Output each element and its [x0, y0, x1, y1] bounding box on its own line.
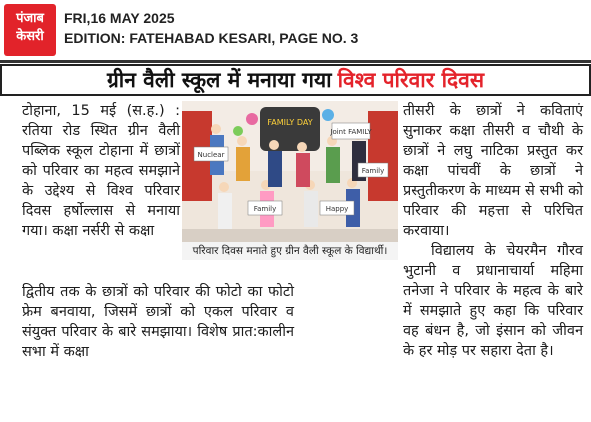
newspaper-logo: [4, 4, 56, 56]
sign-5: Family: [361, 167, 385, 175]
article-column-bottom: [22, 282, 294, 362]
article-paragraph-4: विद्यालय के चेयरमैन गौरव भुटानी व प्रधानाचार्या महिमा तनेजा ने परिवार के महत्व के बारे में समझाते हुए कहा कि परिवार वह बंधन है, जो इंसान को जीवन के हर मोड़ पर सहारा देता है।: [403, 243, 583, 359]
article-headline: [0, 64, 591, 96]
article-paragraph-2: द्वितीय तक के छात्रों को परिवार की फोटो का फोटो फ्रेम बनवाया, जिसमें छात्रों को एकल परिवार व संयुक्त परिवार के बारे समझाया। विशेष प्रात:कालीन सभा में कक्षा: [22, 284, 294, 360]
headline-part-2: विश्व परिवार दिवस: [337, 68, 485, 92]
photo-caption: परिवार दिवस मनाते हुए ग्रीन वैली स्कूल के विद्यार्थी।: [182, 242, 398, 260]
article-paragraph-1: टोहाना, 15 मई (स.ह.) : रतिया रोड स्थित ग्रीन वैली पब्लिक स्कूल टोहाना में छात्रों को परिवार का महत्व समझाने के उद्देश्य से विश्व परिवार दिवस हर्षोल्लास से मनाया गया। कक्षा नर्सरी से कक्षा: [22, 103, 180, 239]
article-paragraph-3: तीसरी के छात्रों ने कविताएं सुनाकर कक्षा तीसरी व चौथी के छात्रों ने लघु नाटिका प्रस्तुत कर कक्षा पांचवीं के छात्रों ने प्रस्तुतीकरण के माध्यम से सभी को परिवार की महत्ता से परिचित करवाया।: [403, 103, 583, 239]
students-photo-illustration: [182, 101, 398, 242]
article-column-right: [403, 101, 583, 361]
sign-3: Family: [253, 205, 277, 213]
header-divider: [0, 60, 591, 63]
sign-2: Nuclear: [197, 151, 225, 159]
board-text: FAMILY DAY: [267, 118, 313, 127]
logo-line-1: पंजाब: [16, 11, 44, 26]
logo-line-2: केसरी: [16, 29, 44, 44]
article-photo: [182, 101, 398, 242]
publication-date: FRI,16 MAY 2025: [64, 10, 175, 26]
edition-meta: [64, 8, 358, 48]
sign-4: Happy: [325, 205, 349, 213]
article-column-left: [22, 101, 180, 241]
edition-info: EDITION: FATEHABAD KESARI, PAGE NO. 3: [64, 30, 359, 46]
headline-part-1: ग्रीन वैली स्कूल में मनाया गया: [106, 68, 332, 92]
sign-1: Joint FAMILY: [330, 128, 372, 136]
